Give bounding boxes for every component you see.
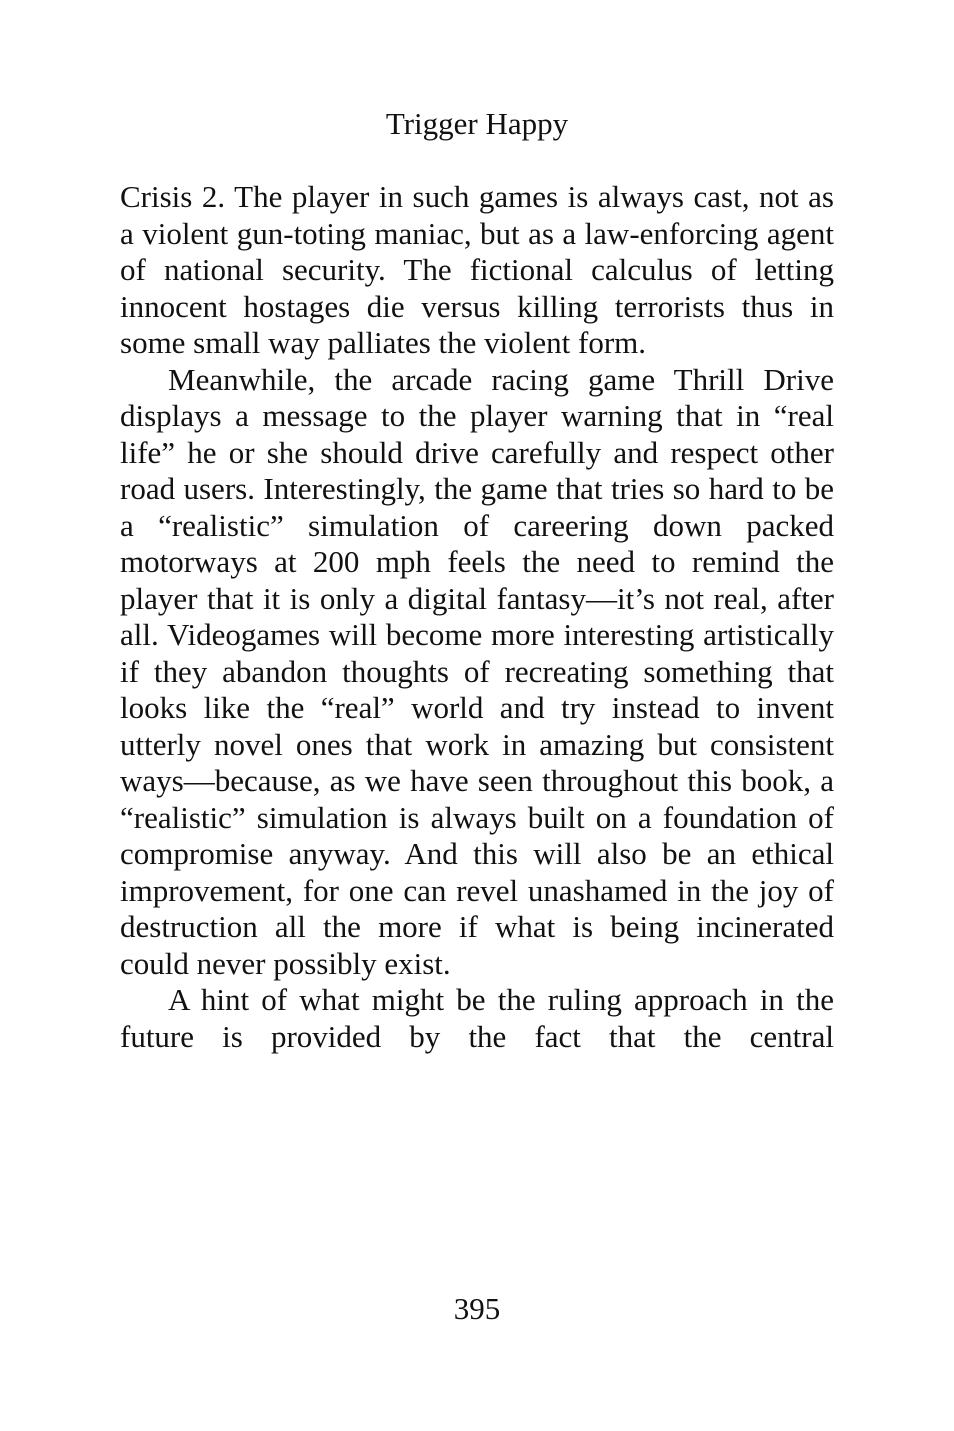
- paragraph-ruling-approach: A hint of what might be the ruling approach in the future is provided by the fact that the central: [120, 982, 834, 1054]
- body-text: [120, 179, 834, 1055]
- page-number: 395: [453, 1291, 501, 1326]
- paragraph-continuation: Crisis 2. The player in such games is always cast, not as a violent gun-toting maniac, but as a law-enforcing agent of national security. The fictional calculus of letting innocent hostages die versus killing terrorists thus in some small way palliates the violent form.: [120, 179, 834, 360]
- running-head-title: Trigger Happy: [385, 106, 569, 141]
- paragraph-thrill-drive: Meanwhile, the arcade racing game Thrill Drive displays a message to the player warning that in “real life” he or she should drive carefully and respect other road users. Interestingly, the game that tries so hard to be a “realistic” simulation of careering down packed motorways at 200 mph feels the need to remind the player that it is only a digital fantasy—it’s not real, after all. Videogames will become more interesting artistically if they abandon thoughts of recreating something that looks like the “real” world and try instead to invent utterly novel ones that work in amazing but consistent ways—because, as we have seen throughout this book, a “realistic” simulation is always built on a foundation of compromise anyway. And this will also be an ethical improvement, for one can revel unashamed in the joy of destruction all the more if what is being incinerated could never possibly exist.: [120, 361, 834, 981]
